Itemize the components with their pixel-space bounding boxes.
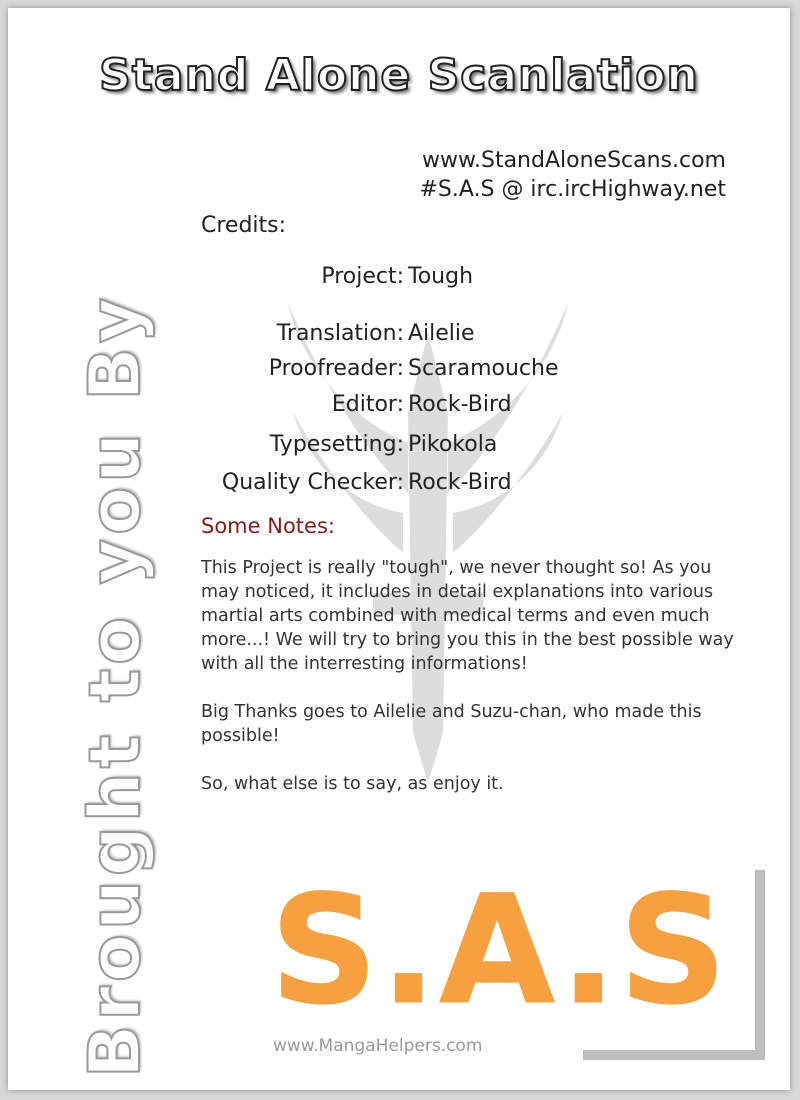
- notes-body: [201, 556, 741, 820]
- sas-logo: S.A.S: [270, 864, 729, 1038]
- credit-name: Tough: [408, 264, 474, 289]
- brought-to-you-by-text: Brought to you By: [74, 293, 156, 1078]
- page-title: Stand Alone Scanlation: [99, 50, 699, 101]
- irc-link[interactable]: #S.A.S @ irc.ircHighway.net: [419, 177, 726, 202]
- credit-role: Typesetting:: [269, 432, 404, 457]
- credit-role: Editor:: [331, 392, 404, 417]
- notes-paragraph: So, what else is to say, as enjoy it.: [201, 774, 504, 794]
- credit-name: Ailelie: [408, 321, 475, 346]
- credit-role: Translation:: [276, 321, 404, 346]
- notes-paragraph: Big Thanks goes to Ailelie and Suzu-chan, who made this possible!: [201, 702, 702, 746]
- credit-role: Quality Checker:: [221, 470, 404, 495]
- notes-heading: Some Notes:: [201, 514, 335, 538]
- credit-name: Rock-Bird: [408, 470, 512, 495]
- links-block: [419, 146, 726, 204]
- credit-role: Proofreader:: [268, 356, 404, 381]
- footer-link[interactable]: www.MangaHelpers.com: [273, 1036, 483, 1056]
- credit-name: Rock-Bird: [408, 392, 512, 417]
- credits-heading: Credits:: [201, 213, 287, 238]
- credit-role: Project:: [321, 264, 404, 289]
- notes-paragraph: This Project is really "tough", we never thought so! As you may noticed, it includes in detail explanations into various martial arts combined with medical terms and even much more...! We will try to bring you this in the best possible way with all the interresting informations!: [201, 558, 734, 674]
- website-link[interactable]: www.StandAloneScans.com: [422, 148, 726, 173]
- credit-name: Pikokola: [408, 432, 498, 457]
- credits-page: [8, 8, 790, 1090]
- credit-name: Scaramouche: [408, 356, 559, 381]
